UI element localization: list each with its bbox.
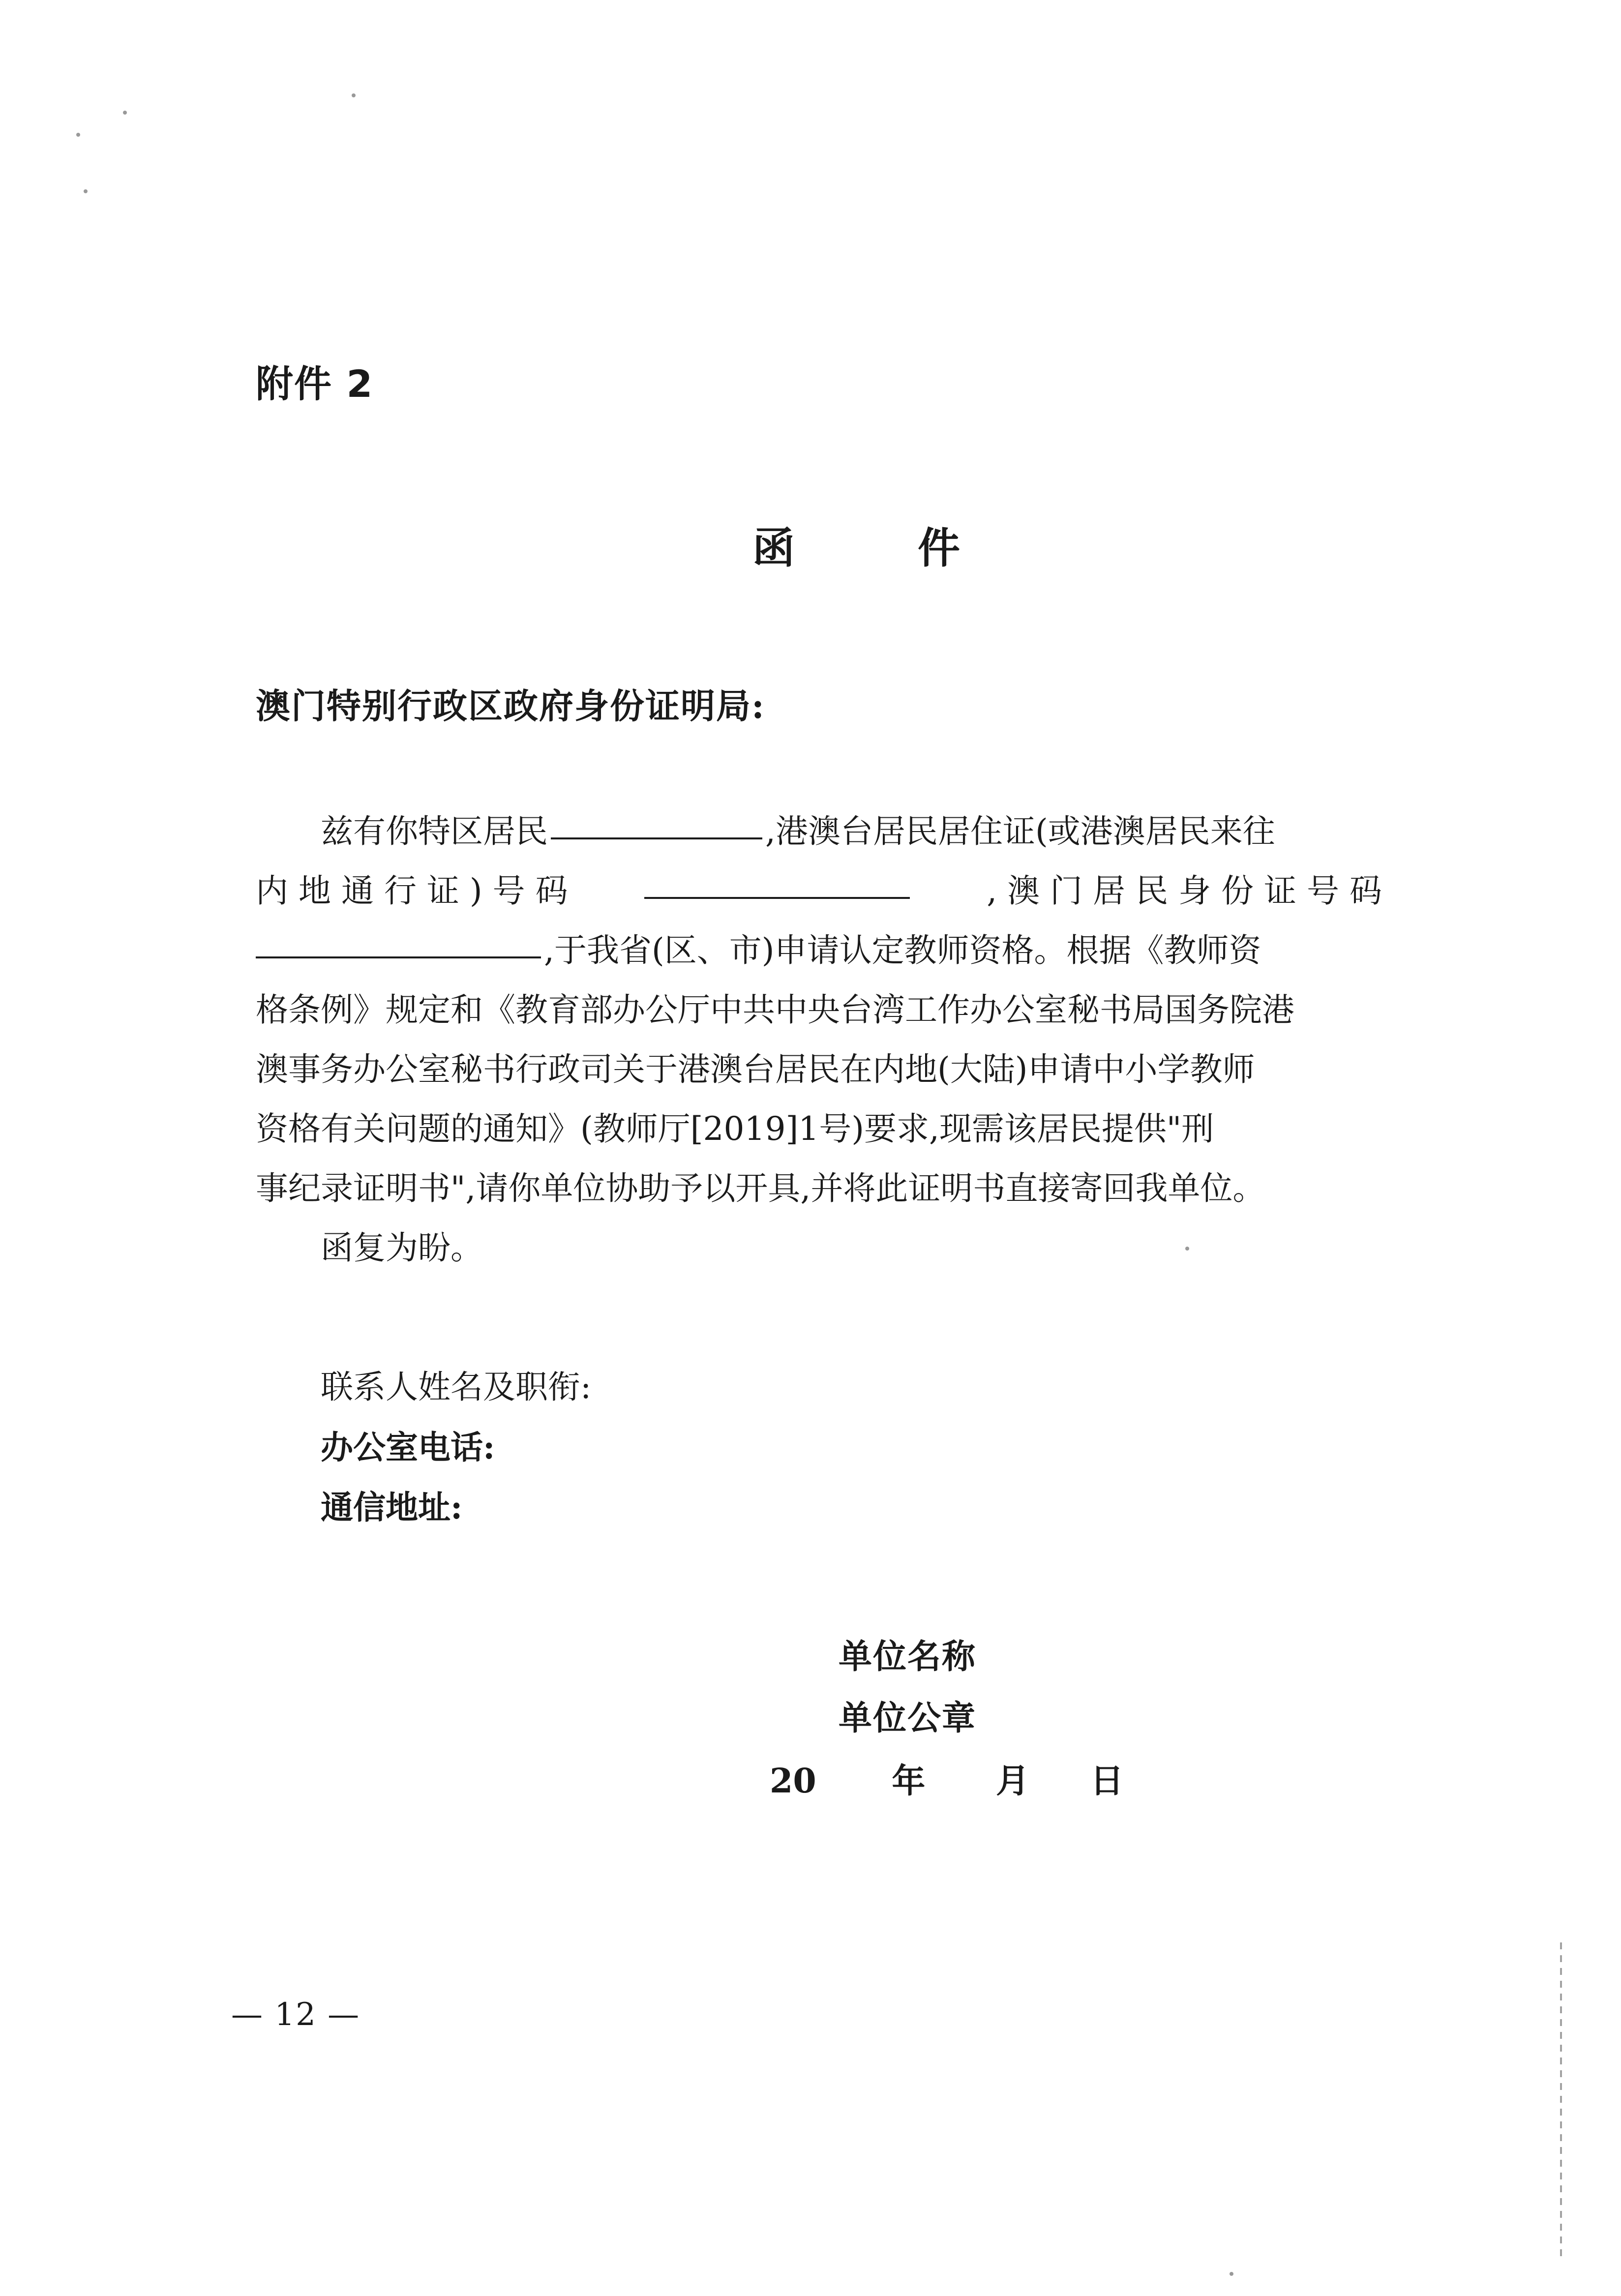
recipient-line: 澳门特别行政区政府身份证明局:	[256, 686, 765, 726]
body-line-4-text: 格条例》规定和《教育部办公厅中共中央台湾工作办公室秘书局国务院港	[256, 991, 1294, 1029]
contact-address: 通信地址:	[321, 1488, 463, 1526]
body-line-1	[256, 802, 1382, 861]
closing-line	[256, 1218, 1382, 1278]
contact-name-title: 联系人姓名及职衔:	[321, 1368, 592, 1406]
contact-phone: 办公室电话:	[321, 1428, 495, 1466]
scan-speck	[76, 133, 80, 137]
date-month-label: 月	[996, 1761, 1030, 1801]
unit-name: 单位名称	[839, 1637, 977, 1676]
body-line-3-text: ,于我省(区、市)申请认定教师资格。根据《教师资	[544, 931, 1261, 969]
body-line-7	[256, 1159, 1382, 1218]
body-line-4	[256, 980, 1382, 1040]
body-line-3	[256, 921, 1382, 980]
body-line-1-a: 兹有你特区居民	[321, 812, 548, 850]
date-year-prefix: 20	[770, 1761, 816, 1801]
unit-seal: 单位公章	[839, 1699, 977, 1738]
body-line-5-text: 澳事务办公室秘书行政司关于港澳台居民在内地(大陆)申请中小学教师	[256, 1050, 1255, 1088]
body-line-1-b: ,港澳台居民居住证(或港澳居民来往	[765, 812, 1275, 850]
body-line-6-text: 资格有关问题的通知》(教师厅[2019]1号)要求,现需该居民提供"刑	[256, 1110, 1214, 1148]
contact-block	[321, 1357, 591, 1537]
scan-speck	[84, 189, 88, 193]
body-line-6	[256, 1099, 1382, 1159]
letter-body	[256, 802, 1382, 1278]
body-line-2-a: 内 地 通 行 证 ) 号 码	[256, 872, 568, 910]
body-line-2	[256, 861, 1382, 921]
document-title: 函 件	[752, 524, 1014, 573]
date-line	[770, 1755, 1124, 1802]
macao-id-number-blank	[256, 954, 541, 958]
scan-speck	[123, 111, 127, 115]
resident-name-blank	[551, 835, 762, 839]
scan-speck	[1185, 1247, 1189, 1251]
date-day-label: 日	[1090, 1761, 1124, 1801]
body-line-5	[256, 1040, 1382, 1099]
body-line-2-b: , 澳 门 居 民 身 份 证 号 码	[987, 872, 1382, 910]
attachment-label: 附件 2	[256, 362, 374, 406]
scan-speck	[1230, 2272, 1233, 2276]
closing-text: 函复为盼。	[321, 1229, 483, 1267]
date-year-label: 年	[892, 1761, 926, 1801]
scan-edge-line	[1560, 1942, 1562, 2257]
permit-number-blank	[644, 894, 910, 899]
scan-speck	[352, 93, 356, 97]
page-number: — 12 —	[231, 1997, 360, 2033]
body-line-7-text: 事纪录证明书",请你单位协助予以开具,并将此证明书直接寄回我单位。	[256, 1169, 1265, 1207]
